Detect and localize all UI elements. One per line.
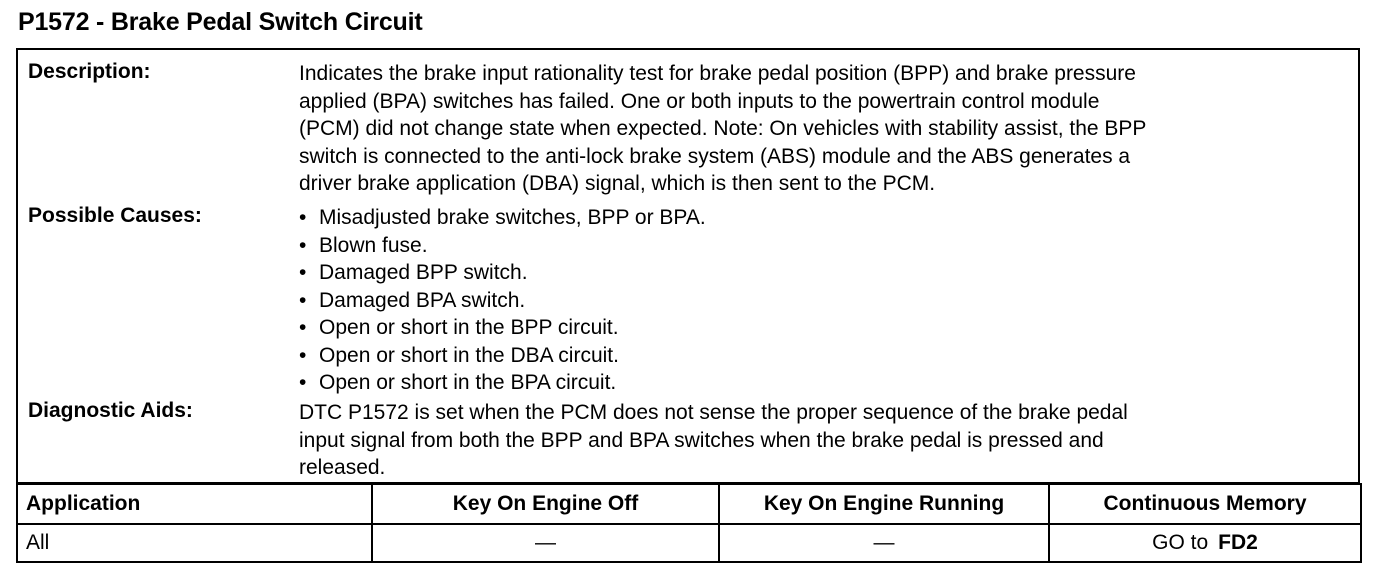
bullet-icon: • bbox=[299, 316, 307, 339]
header-koer: Key On Engine Running bbox=[719, 484, 1049, 524]
cell-koeo: — bbox=[372, 524, 719, 562]
description-label: Description: bbox=[28, 60, 151, 83]
table-header-row bbox=[17, 484, 1361, 524]
cell-application: All bbox=[17, 524, 372, 562]
page-title: P1572 - Brake Pedal Switch Circuit bbox=[18, 8, 423, 36]
bullet-icon: • bbox=[299, 261, 307, 284]
list-item: • Damaged BPP switch. bbox=[299, 259, 1351, 287]
list-item: • Damaged BPA switch. bbox=[299, 287, 1351, 315]
goto-text: GO to bbox=[1152, 531, 1209, 554]
header-koeo: Key On Engine Off bbox=[372, 484, 719, 524]
header-continuous-memory: Continuous Memory bbox=[1049, 484, 1361, 524]
description-text bbox=[299, 60, 1351, 198]
diagnostic-aids-line: DTC P1572 is set when the PCM does not sense the proper sequence of the brake pedal bbox=[299, 401, 1128, 424]
table-row bbox=[17, 524, 1361, 562]
diagnostic-aids-text bbox=[299, 399, 1351, 482]
description-line: Indicates the brake input rationality test for brake pedal position (BPP) and brake pressure bbox=[299, 62, 1136, 85]
bullet-icon: • bbox=[299, 371, 307, 394]
bullet-icon: • bbox=[299, 343, 307, 367]
description-line: applied (BPA) switches has failed. One or both inputs to the powertrain control module bbox=[299, 89, 1100, 113]
test-mode-table bbox=[16, 483, 1362, 563]
bullet-icon: • bbox=[299, 233, 307, 257]
diagnostic-aids-line: input signal from both the BPP and BPA switches when the brake pedal is pressed and bbox=[299, 428, 1104, 452]
cell-koer: — bbox=[719, 524, 1049, 562]
diagnostic-aids-line: released. bbox=[299, 456, 386, 479]
diagnostic-aids-label: Diagnostic Aids: bbox=[28, 399, 193, 422]
description-line: (PCM) did not change state when expected. Note: On vehicles with stability assist, the BPP bbox=[299, 117, 1147, 140]
list-item: • Open or short in the DBA circuit. bbox=[299, 342, 1351, 370]
bullet-icon: • bbox=[299, 206, 307, 229]
bullet-icon: • bbox=[299, 288, 307, 312]
description-line: driver brake application (DBA) signal, which is then sent to the PCM. bbox=[299, 172, 936, 195]
header-application: Application bbox=[17, 484, 372, 524]
list-item: • Open or short in the BPA circuit. bbox=[299, 369, 1351, 397]
possible-causes-list bbox=[299, 204, 1351, 397]
list-item: • Blown fuse. bbox=[299, 232, 1351, 260]
description-line: switch is connected to the anti-lock brake system (ABS) module and the ABS generates a bbox=[299, 144, 1131, 168]
goto-reference-link[interactable]: FD2 bbox=[1218, 531, 1258, 554]
dtc-info-box bbox=[16, 48, 1360, 484]
cell-continuous-memory bbox=[1049, 524, 1361, 562]
list-item: • Misadjusted brake switches, BPP or BPA. bbox=[299, 204, 1351, 232]
possible-causes-label: Possible Causes: bbox=[28, 204, 202, 227]
list-item: • Open or short in the BPP circuit. bbox=[299, 314, 1351, 342]
